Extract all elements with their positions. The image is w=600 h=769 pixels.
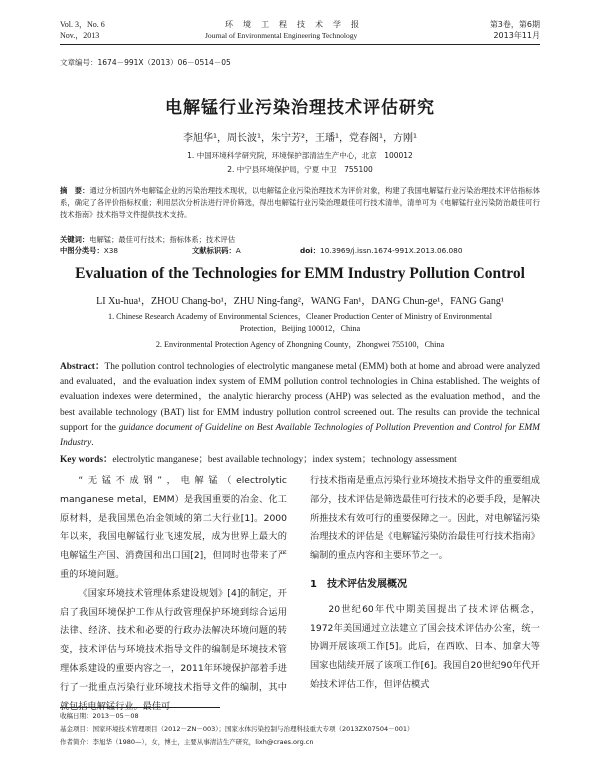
section-number: 1 — [310, 578, 317, 590]
article-number: 文章编号：1674－991X（2013）06－0514－05 — [60, 58, 231, 67]
abstract-en-label: Abstract： — [60, 362, 105, 372]
abstract-zh-text: 通过分析国内外电解锰企业的污染治理技术现状，以电解锰企业污染治理技术为评价对象，构建了我国电解锰行业污染治理技术评估指标体系，确定了各评价指标权重；利用层次分析法进行评价筛选，得出电解锰行业污染治理最佳可行技术清单，清单可为《电解锰行业污染防治最佳可行技术指南》技术指导文件提供技术支持。 — [60, 186, 540, 219]
keywords-zh-text: 电解锰；最佳可行技术；指标体系；技术评估 — [89, 235, 236, 244]
keywords-zh — [60, 234, 540, 246]
body-paragraph: 20世纪60年代中期美国提出了技术评估概念，1972年美国通过立法建立了国会技术评估办公室，统一协调开展该项工作[5]。此后，在西欧、日本、加拿大等国家也陆续开展了该项工作[6]。我国自20世纪90年代开始技术评估工作，但评估模式 — [310, 603, 540, 690]
doi — [300, 246, 462, 256]
footnote-received: 收稿日期：2013－05－08 — [60, 712, 139, 720]
header-date: Nov.，2013 — [60, 31, 100, 40]
clc-label: 中图分类号： — [60, 246, 104, 255]
section-heading — [310, 576, 540, 595]
body-left-column — [60, 472, 287, 716]
affiliation-en-1b: Protection，Beijing 100012，China — [239, 324, 361, 333]
header-volume: Vol. 3，No. 6 — [60, 20, 105, 29]
abstract-en — [60, 360, 540, 451]
header-journal-zh: 环 境 工 程 技 术 学 报 — [225, 20, 360, 29]
abstract-en-text: The pollution control technologies of electrolytic manganese metal (EMM) both at home and abroad were analyzed and evaluated，and the evaluation index system of EMM pollution control technologies in China established. The weights of evaluation indexes were determined，the analytic hierarchy process (AHP) was selected as the evaluation method，and the best available technology (BAT) list for EMM industry pollution control screened out. The results can provide the technical support for the — [60, 362, 540, 433]
doi-label: doi： — [300, 246, 321, 255]
doi-value: 10.3969/j.issn.1674-991X.2013.06.080 — [320, 246, 463, 255]
header-rule — [60, 44, 540, 45]
footnote-fund: 基金项目：国家环境技术管理项目（2012－ZN－003）；国家水体污染控制与治理科技重大专项（2013ZX07504－001） — [60, 725, 414, 733]
header-issue-zh: 第3卷，第6期 — [489, 20, 540, 29]
body-paragraph: “无锰不成钢”，电解锰（electrolytic manganese metal，EMM）是我国重要的冶金、化工原材料，是我国黑色冶金领域的第二大行业[1]。2000年以来，我国电解锰行业飞速发展，成为世界上最大的电解锰生产国、消费国和出口国[2]，但同时也带来了严重的环境问题。 — [60, 475, 287, 580]
abstract-zh-label: 摘 要： — [60, 186, 90, 195]
affiliation-zh-2: 2. 中宁县环境保护局，宁夏 中卫 755100 — [227, 165, 373, 174]
body-paragraph: 《国家环境技术管理体系建设规划》[4]的制定，开启了我国环境保护工作从行政管理保护环境到综合运用法律、经济、技术和必要的行政办法解决环境问题的转变，技术评估与环境技术指导文件的编制是环境技术管理体系建设的重要内容之一，2011年环境保护部着手进行了一批重点污染行业环境技术指导文件的编制，其中就包括电解锰行业。最佳可 — [60, 587, 287, 712]
title-en: Evaluation of the Technologies for EMM Industry Pollution Control — [75, 265, 525, 282]
keywords-en-label: Key words： — [60, 455, 113, 465]
doc-code-label: 文献标识码： — [192, 246, 236, 255]
keywords-zh-label: 关键词： — [60, 235, 90, 244]
authors-en: LI Xu-hua¹，ZHOU Chang-bo¹，ZHU Ning-fang²，WANG Fan¹，DANG Chun-ge¹，FANG Gang¹ — [96, 296, 504, 307]
doc-code-value: A — [235, 246, 241, 255]
clc-number — [60, 246, 118, 256]
title-zh: 电解锰行业污染治理技术评估研究 — [165, 98, 435, 118]
header-journal-en: Journal of Environmental Engineering Technology — [205, 31, 358, 40]
affiliation-zh-1: 1. 中国环境科学研究院，环境保护部清洁生产中心，北京 100012 — [187, 151, 413, 160]
affiliation-en-1: 1. Chinese Research Academy of Environmental Sciences，Cleaner Production Center of Ministry of Environmental — [107, 312, 493, 321]
affiliation-en-2: 2. Environmental Protection Agency of Zhongning County，Zhongwei 755100，China — [155, 340, 445, 349]
keywords-en-text: electrolytic manganese；best available technology；index system；technology assessment — [112, 455, 457, 465]
footnote-rule — [60, 707, 220, 708]
keywords-en — [60, 453, 540, 468]
authors-zh: 李旭华¹，周长波¹，朱宁芳²，王璠¹，党春阁¹，方刚¹ — [182, 133, 418, 144]
abstract-zh — [60, 185, 540, 221]
document-code — [192, 246, 241, 256]
body-right-column — [310, 472, 540, 695]
abstract-en-end: . — [91, 438, 94, 449]
abstract-en-guidance-title: guidance document of Guideline on Best Available Technologies of Pollution Prevention and Control for EMM Industry — [60, 422, 540, 449]
clc-value: X38 — [103, 246, 119, 255]
header-date-zh: 2013年11月 — [493, 31, 540, 40]
section-title: 技术评估发展概况 — [326, 578, 407, 590]
footnote-author: 作者简介：李旭华（1980—），女，博士，主要从事清洁生产研究，lixh@craes.org.cn — [60, 738, 314, 746]
body-paragraph: 行技术指南是重点污染行业环境技术指导文件的重要组成部分，技术评估是筛选最佳可行技术的必要手段，是解决所推技术有效可行的重要保障之一。因此，对电解锰污染治理技术的评估是《电解锰污染防治最佳可行技术指南》编制的重点内容和主要环节之一。 — [310, 475, 540, 562]
